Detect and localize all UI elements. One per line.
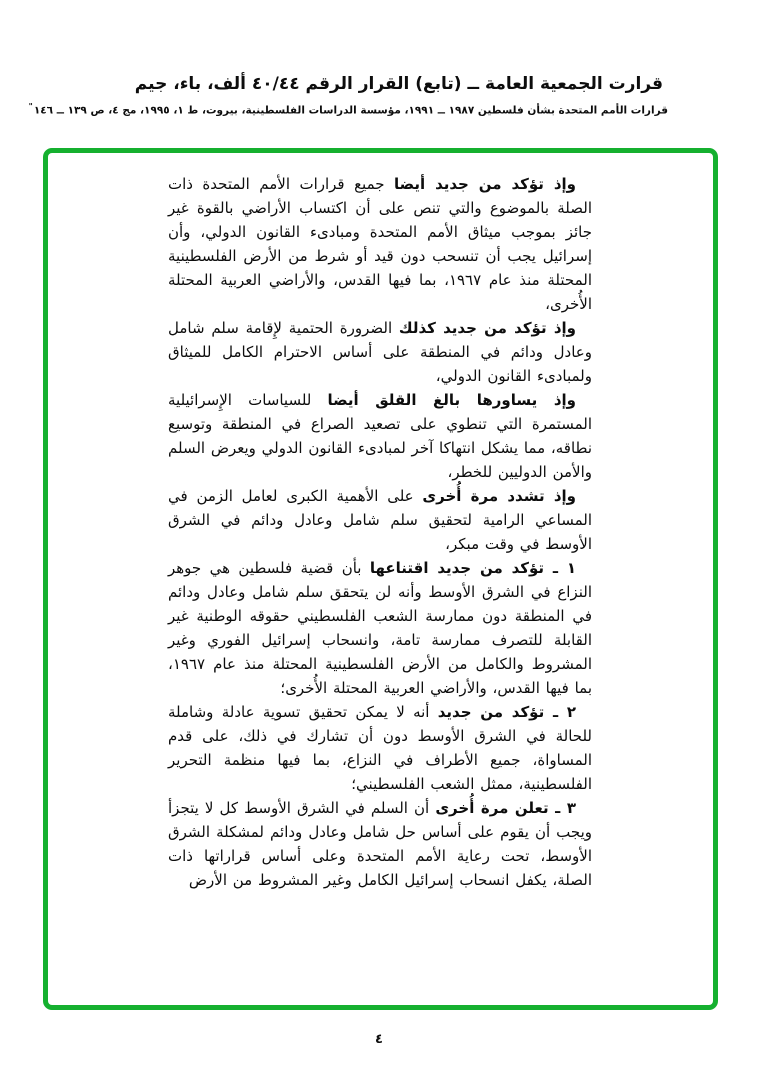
numbered-paragraph [168, 796, 592, 892]
paragraph-text: الضرورة الحتمية لإِقامة سلم شامل وعادل ودائم في المنطقة على أساس الاحترام الكامل للميثاق ولمبادىء القانون الدولي، [168, 319, 592, 385]
paragraph-text: جميع قرارات الأمم المتحدة ذات الصلة بالموضوع والتي تنص على أن اكتساب الأراضي بالقوة غير جائز بموجب ميثاق الأمم المتحدة ومبادىء القانون الدولي، وأن إسرائيل يجب أن تنسحب دون قيد أو شرط من الأرض الفلسطينية المحتلة منذ عام ١٩٦٧، بما فيها القدس، والأراضي العربية المحتلة الأُخرى، [168, 175, 592, 313]
preamble-paragraph [168, 388, 592, 484]
item-number: ٣ ـ [548, 799, 576, 817]
subtitle-text: قرارات الأمم المتحدة بشأن فلسطين ١٩٨٧ ــ ١٩٩١، مؤسسة الدراسات الفلسطينية، بيروت، ط ١، ١٩٩٥، مج ٤، ص ١٣٩ ــ ١٤٦ [33, 104, 668, 117]
paragraph-text: على الأهمية الكبرى لعامل الزمن في المساعي الرامية لتحقيق سلم شامل وعادل ودائم في الشرق الأوسط في وقت مبكر، [168, 487, 592, 553]
preamble-paragraph [168, 484, 592, 556]
preamble-paragraph [168, 172, 592, 316]
paragraph-lead: وإذ تشدد مرة أُخرى [422, 487, 576, 505]
paragraph-text: للسياسات الإِسرائيلية المستمرة التي تنطوي على تصعيد الصراع في المنطقة وتوسيع نطاقه، مما يشكل انتهاكا آخر لمبادىء القانون الدولي ويعرض السلم والأمن الدوليين للخطر، [168, 391, 592, 481]
footnote-mark: " [28, 102, 33, 111]
paragraph-text: أن السلم في الشرق الأوسط كل لا يتجزأ ويجب أن يقوم على أساس حل شامل وعادل ودائم لمشكلة الشرق الأوسط، تحت رعاية الأمم المتحدة وعلى أساس قراراتها ذات الصلة، يكفل انسحاب إسرائيل الكامل وغير المشروط من الأرض [168, 799, 592, 889]
item-number: ٢ ـ [544, 703, 576, 721]
paragraph-lead: وإذ تؤكد من جديد كذلك [398, 319, 576, 337]
numbered-paragraph [168, 556, 592, 700]
paragraph-lead: تؤكد من جديد اقتناعها [369, 559, 545, 577]
paragraph-lead: تعلن مرة أُخرى [435, 799, 549, 817]
paragraph-lead: وإذ يساورها بالغ القلق أيضا [327, 391, 576, 409]
page-number: ٤ [375, 1032, 383, 1047]
paragraph-lead: تؤكد من جديد [437, 703, 545, 721]
page-title: قرارت الجمعية العامة ــ (تابع) القرار الرقم ٤٠/٤٤ ألف، باء، جيم [134, 74, 663, 94]
paragraph-text: أنه لا يمكن تحقيق تسوية عادلة وشاملة للحالة في الشرق الأوسط دون أن تشارك في ذلك، على قدم المساواة، جميع الأطراف في النزاع، بما فيها منظمة التحرير الفلسطينية، ممثل الشعب الفلسطيني؛ [168, 703, 592, 793]
paragraph-lead: وإذ تؤكد من جديد أيضا [393, 175, 576, 193]
paragraph-text: بأن قضية فلسطين هي جوهر النزاع في الشرق الأوسط وأنه لن يتحقق سلم شامل وعادل ودائم في المنطقة دون ممارسة الشعب الفلسطيني حقوقه الوطنية غير القابلة للتصرف ممارسة تامة، وانسحاب إسرائيل الفوري وغير المشروط والكامل من الأرض الفلسطينية المحتلة منذ عام ١٩٦٧، بما فيها القدس، والأراضي العربية المحتلة الأُخرى؛ [168, 559, 592, 697]
preamble-paragraph [168, 316, 592, 388]
item-number: ١ ـ [544, 559, 576, 577]
numbered-paragraph [168, 700, 592, 796]
page-subtitle [29, 102, 668, 117]
resolution-text-block [168, 172, 592, 892]
